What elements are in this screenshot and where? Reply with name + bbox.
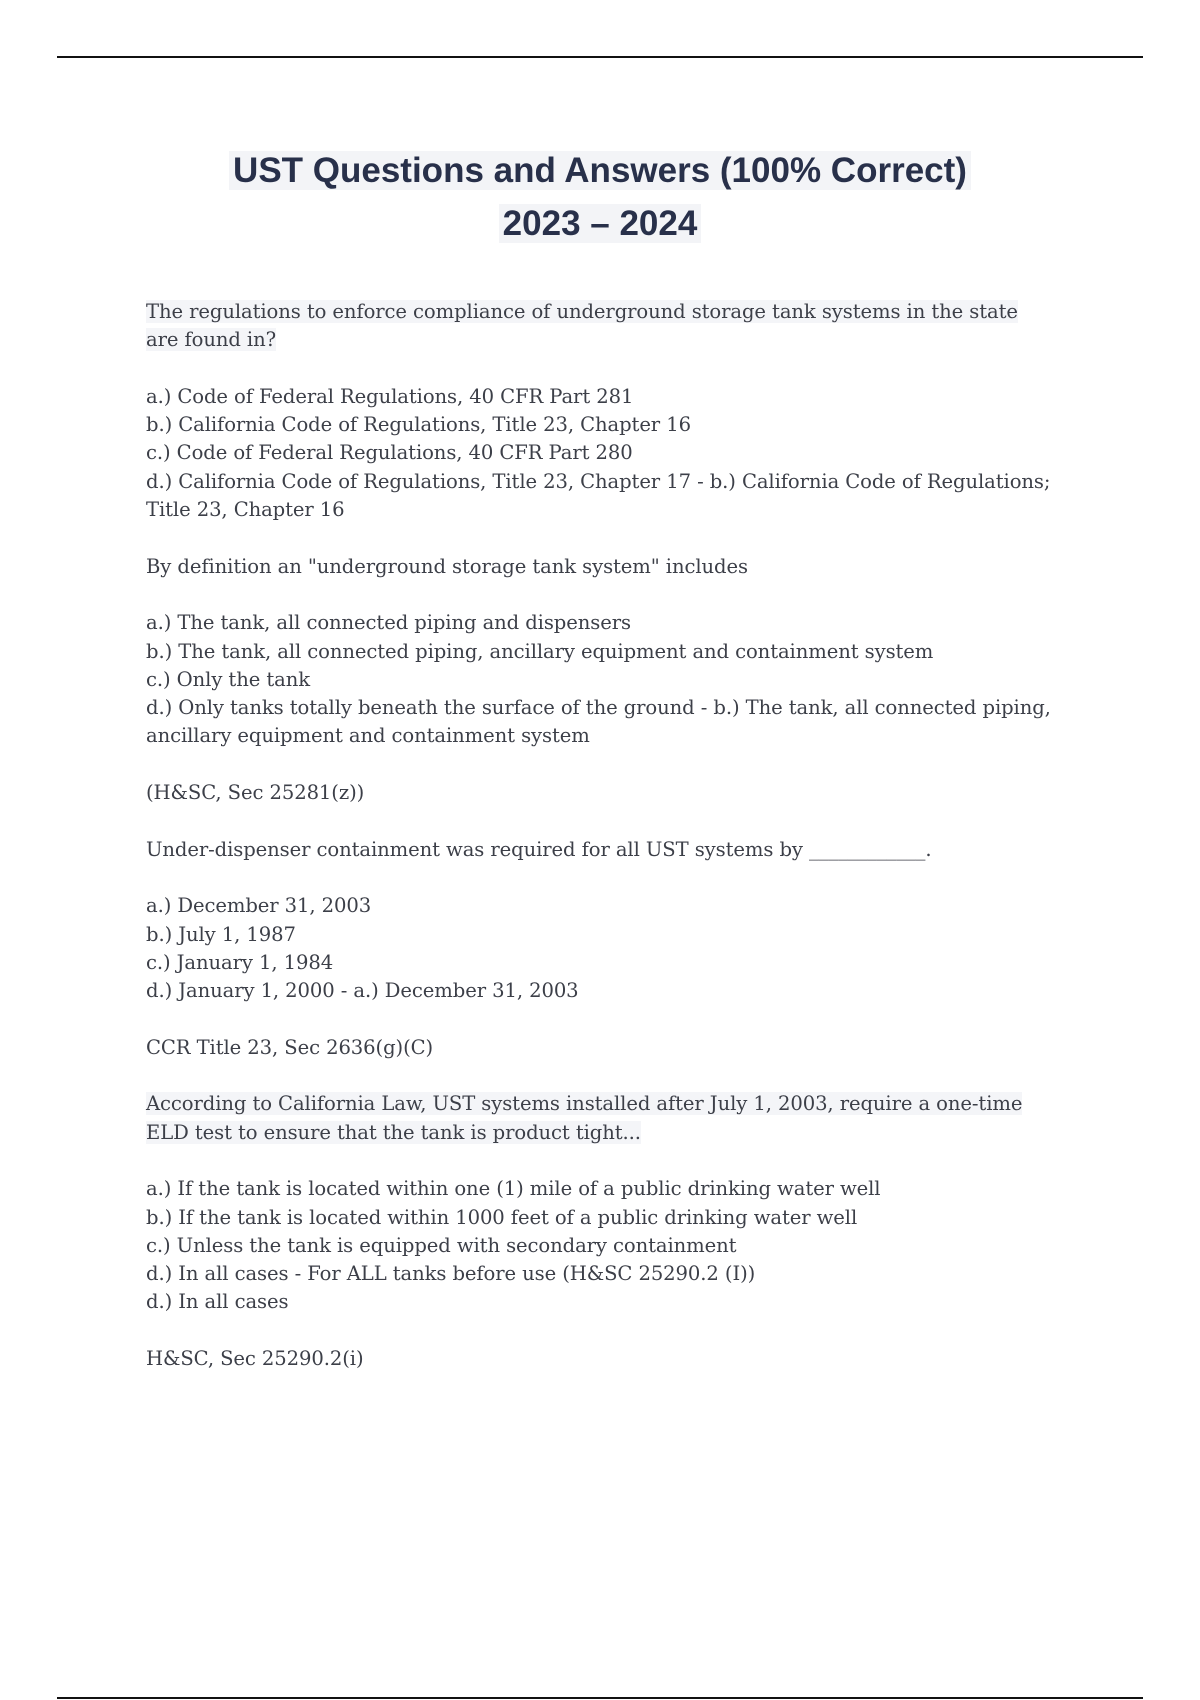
answer-option: a.) December 31, 2003 xyxy=(146,894,372,918)
question-text: are found in? xyxy=(146,328,277,352)
reference-3 xyxy=(146,1034,1086,1062)
answer-option: d.) In all cases - For ALL tanks before use (H&SC 25290.2 (I)) xyxy=(146,1262,756,1286)
page-title xyxy=(0,144,1200,250)
answer-option: c.) Only the tank xyxy=(146,667,310,691)
answer-option: b.) California Code of Regulations, Title 23, Chapter 16 xyxy=(146,413,691,437)
answer-option: c.) January 1, 1984 xyxy=(146,950,334,974)
answer-option: b.) If the tank is located within 1000 feet of a public drinking water well xyxy=(146,1205,858,1229)
answer-options-1 xyxy=(146,383,1086,524)
answer-options-2 xyxy=(146,609,1086,750)
question-text: By definition an "underground storage tank system" includes xyxy=(146,554,748,578)
page-title-line-1: UST Questions and Answers (100% Correct) xyxy=(229,151,971,190)
answer-option: ancillary equipment and containment system xyxy=(146,724,590,748)
reference-2 xyxy=(146,779,1086,807)
answer-option: d.) California Code of Regulations, Title 23, Chapter 17 - b.) California Code of Regulations; xyxy=(146,469,1051,493)
answer-option: a.) If the tank is located within one (1) mile of a public drinking water well xyxy=(146,1177,881,1201)
document-body xyxy=(146,298,1086,1402)
question-text: ELD test to ensure that the tank is product tight... xyxy=(146,1120,641,1144)
answer-option: a.) The tank, all connected piping and dispensers xyxy=(146,611,631,635)
answer-option: d.) January 1, 2000 - a.) December 31, 2003 xyxy=(146,979,579,1003)
answer-option: b.) The tank, all connected piping, ancillary equipment and containment system xyxy=(146,639,934,663)
answer-option: d.) In all cases xyxy=(146,1290,289,1314)
question-text: According to California Law, UST systems installed after July 1, 2003, require a one-time xyxy=(146,1092,1023,1116)
answer-options-3 xyxy=(146,892,1086,1005)
answer-option: c.) Unless the tank is equipped with secondary containment xyxy=(146,1233,737,1257)
answer-option: Title 23, Chapter 16 xyxy=(146,498,345,522)
page-title-line-2: 2023 – 2024 xyxy=(499,204,702,243)
footer-rule xyxy=(57,1697,1143,1699)
answer-option: d.) Only tanks totally beneath the surface of the ground - b.) The tank, all connected piping, xyxy=(146,696,1051,720)
question-text: The regulations to enforce compliance of underground storage tank systems in the state xyxy=(146,300,1018,323)
question-1 xyxy=(146,298,1086,355)
reference-text: (H&SC, Sec 25281(z)) xyxy=(146,781,365,805)
reference-text: CCR Title 23, Sec 2636(g)(C) xyxy=(146,1035,434,1059)
reference-4 xyxy=(146,1345,1086,1373)
question-text: Under-dispenser containment was required for all UST systems by ____________. xyxy=(146,837,932,861)
question-2 xyxy=(146,553,1086,581)
answer-option: a.) Code of Federal Regulations, 40 CFR Part 281 xyxy=(146,384,634,408)
reference-text: H&SC, Sec 25290.2(i) xyxy=(146,1346,364,1370)
question-3 xyxy=(146,836,1086,864)
question-4 xyxy=(146,1090,1086,1147)
header-rule xyxy=(57,56,1143,58)
answer-options-4 xyxy=(146,1175,1086,1316)
answer-option: b.) July 1, 1987 xyxy=(146,922,296,946)
answer-option: c.) Code of Federal Regulations, 40 CFR Part 280 xyxy=(146,441,633,465)
